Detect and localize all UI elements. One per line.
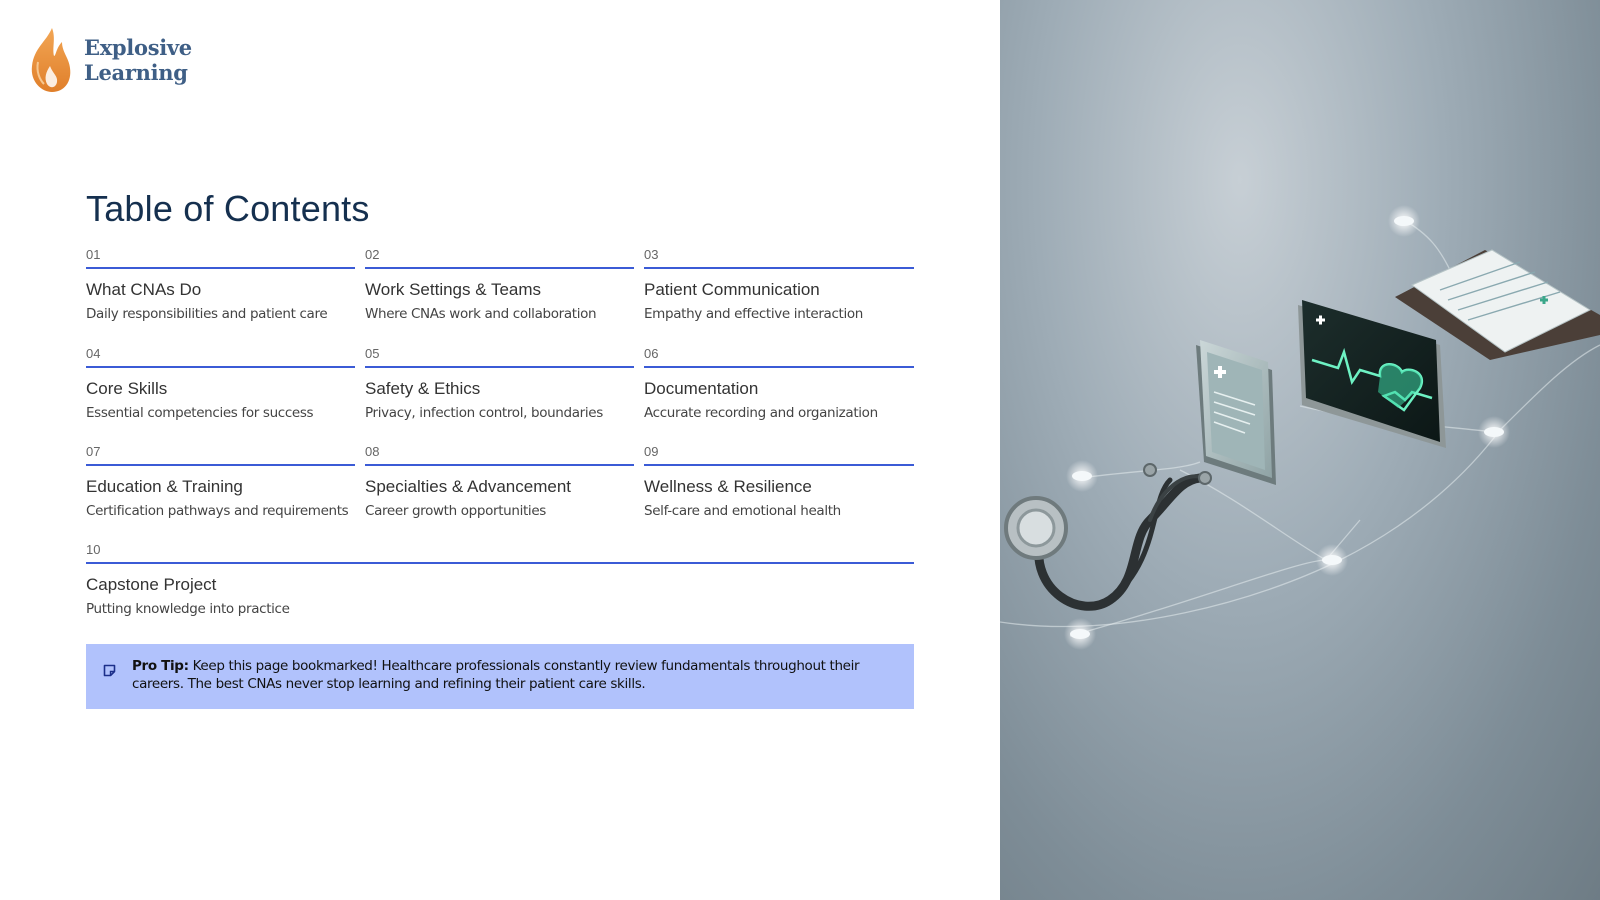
pro-tip-label: Pro Tip:: [132, 658, 189, 674]
medical-illustration: [1000, 0, 1600, 900]
toc-item-description: Where CNAs work and collaboration: [365, 306, 597, 322]
toc-item-divider: [644, 267, 914, 269]
heart-monitor: [1298, 300, 1446, 448]
toc-item-description: Career growth opportunities: [365, 503, 546, 519]
brand-name-line1: Explosive: [84, 35, 192, 60]
toc-item-title: Capstone Project: [86, 575, 217, 594]
hero-image: [1000, 0, 1600, 900]
toc-item-divider: [86, 464, 355, 466]
toc-item-title: Safety & Ethics: [365, 379, 481, 398]
toc-item-divider: [365, 366, 634, 368]
toc-item[interactable]: [86, 246, 355, 323]
toc-item-number: 08: [365, 444, 380, 459]
toc-item[interactable]: [644, 443, 914, 520]
toc-item-number: 01: [86, 247, 101, 262]
toc-item-title: Documentation: [644, 379, 759, 398]
toc-item[interactable]: [644, 345, 914, 422]
toc-item[interactable]: [644, 246, 914, 323]
toc-item-divider: [365, 267, 634, 269]
toc-item-divider: [644, 464, 914, 466]
toc-item-number: 04: [86, 346, 101, 361]
brand-name: [84, 35, 192, 85]
toc-item-description: Putting knowledge into practice: [86, 601, 290, 617]
toc-item-title: Wellness & Resilience: [644, 477, 812, 496]
note-icon: [103, 664, 116, 677]
toc-item-title: Core Skills: [86, 379, 168, 398]
toc-item-description: Certification pathways and requirements: [86, 503, 349, 519]
toc-item-number: 03: [644, 247, 659, 262]
brand-logo[interactable]: [28, 26, 192, 94]
pro-tip-callout: [86, 644, 914, 709]
toc-item[interactable]: [86, 443, 355, 520]
toc-item-title: Specialties & Advancement: [365, 477, 572, 496]
toc-item[interactable]: [86, 345, 355, 422]
toc-item-number: 07: [86, 444, 101, 459]
toc-item-number: 06: [644, 346, 659, 361]
toc-item-description: Self-care and emotional health: [644, 503, 841, 519]
toc-item[interactable]: [365, 246, 634, 323]
toc-item[interactable]: [365, 443, 634, 520]
toc-item-description: Accurate recording and organization: [644, 405, 878, 421]
toc-item-description: Empathy and effective interaction: [644, 306, 863, 322]
tablet: [1196, 340, 1276, 485]
flame-icon: [28, 26, 74, 94]
toc-item-divider: [365, 464, 634, 466]
toc-item-divider: [644, 366, 914, 368]
toc-item-title: What CNAs Do: [86, 280, 202, 299]
toc-item-divider: [86, 562, 914, 564]
toc-item[interactable]: [365, 345, 634, 422]
toc-item-divider: [86, 267, 355, 269]
toc-item-number: 05: [365, 346, 380, 361]
toc-item-number: 10: [86, 542, 101, 557]
pro-tip-body: Keep this page bookmarked! Healthcare professionals constantly review fundamentals throughout their careers. The best CNAs never stop learning and refining their patient care skills.: [132, 658, 860, 692]
toc-item-title: Patient Communication: [644, 280, 820, 299]
toc-item-divider: [86, 366, 355, 368]
toc-item-description: Privacy, infection control, boundaries: [365, 405, 603, 421]
toc-item-description: Essential competencies for success: [86, 405, 314, 421]
toc-item-number: 02: [365, 247, 380, 262]
toc-item-number: 09: [644, 444, 659, 459]
pro-tip-text: [132, 657, 890, 693]
toc-item-description: Daily responsibilities and patient care: [86, 306, 328, 322]
toc-item-title: Work Settings & Teams: [365, 280, 542, 299]
toc-item-title: Education & Training: [86, 477, 243, 496]
page-title: Table of Contents: [86, 188, 370, 229]
stethoscope: [1006, 464, 1211, 606]
brand-name-line2: Learning: [84, 60, 188, 85]
toc-item[interactable]: [86, 541, 914, 618]
